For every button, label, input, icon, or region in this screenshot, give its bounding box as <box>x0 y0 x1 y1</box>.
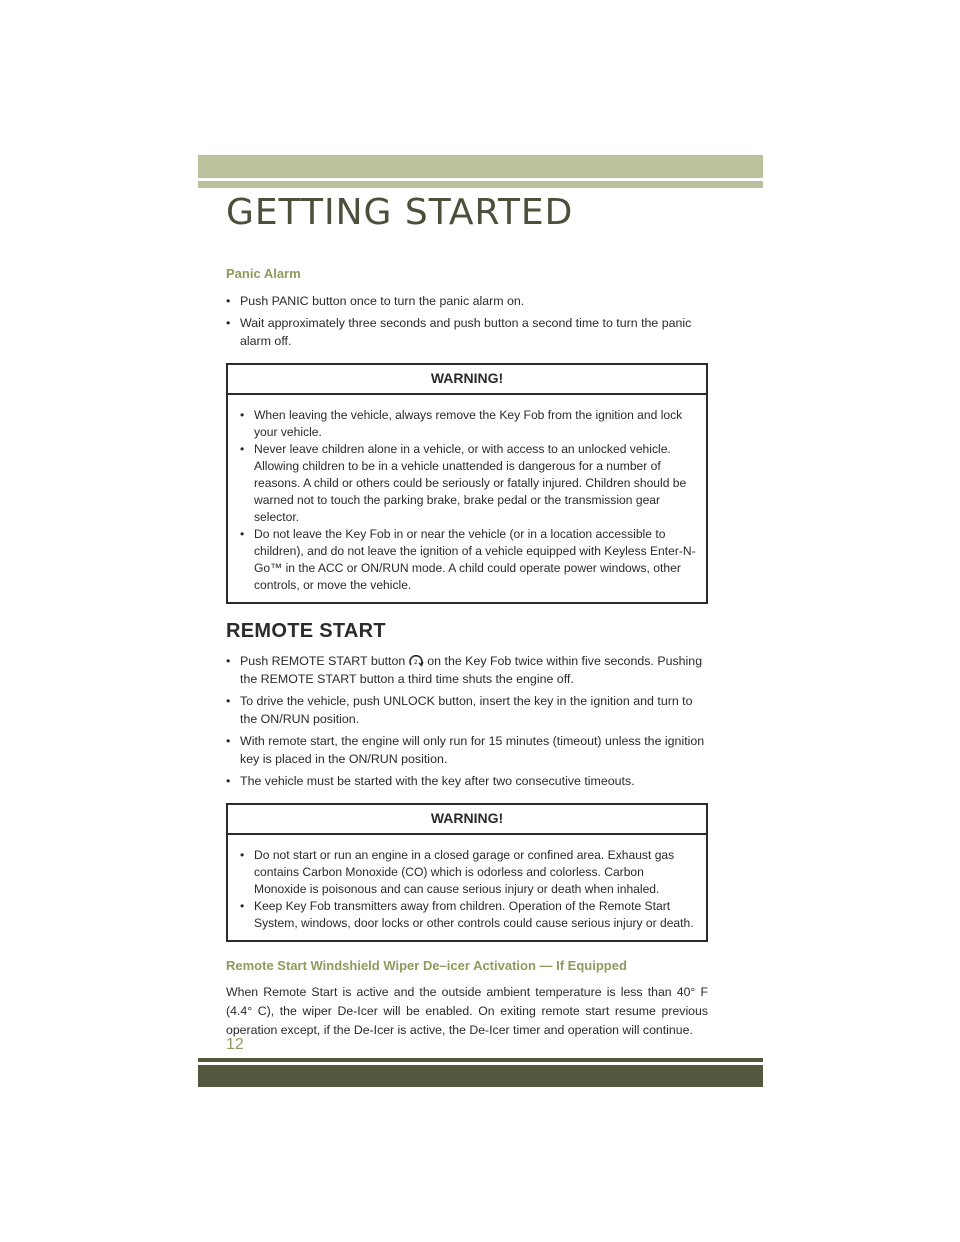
list-item: • Do not start or run an engine in a closed garage or confined area. Exhaust gas contains Carbon Monoxide (CO) which is odorless and colorless. Carbon Monoxide is poisonous and can cause serious injury or death when inhaled. <box>240 847 698 898</box>
remote-start-list <box>226 652 708 790</box>
list-item: • Keep Key Fob transmitters away from children. Operation of the Remote Start System, windows, door locks or other controls could cause serious injury or death. <box>240 898 698 932</box>
footer-rule <box>198 1058 763 1062</box>
list-item <box>226 652 708 688</box>
list-item: • When leaving the vehicle, always remove the Key Fob from the ignition and lock your vehicle. <box>240 407 698 441</box>
warning-title: WARNING! <box>228 365 706 395</box>
list-item: • Wait approximately three seconds and push button a second time to turn the panic alarm off. <box>226 314 708 350</box>
deicer-paragraph: When Remote Start is active and the outside ambient temperature is less than 40° F (4.4° C), the wiper De-Icer will be enabled. On exiting remote start resume previous operation except, if the De-Icer is active, the De-Icer timer and operation will continue. <box>226 985 708 1037</box>
warning-box <box>226 803 708 942</box>
panic-alarm-heading: Panic Alarm <box>226 266 301 281</box>
page-title: GETTING STARTED <box>226 192 574 233</box>
svg-text:2: 2 <box>414 658 419 666</box>
warning-list <box>228 395 706 602</box>
list-item: • Push PANIC button once to turn the panic alarm on. <box>226 292 708 310</box>
deicer-heading: Remote Start Windshield Wiper De–icer Activation — If Equipped <box>226 958 627 973</box>
list-item: • With remote start, the engine will only run for 15 minutes (timeout) unless the ignition key is placed in the ON/RUN position. <box>226 732 708 768</box>
header-rule <box>198 181 763 188</box>
panic-alarm-list <box>226 292 708 350</box>
bullet-text: on the Key Fob twice within five seconds. Pushing the REMOTE START button a third time shuts the engine off. <box>240 654 703 686</box>
list-item: • Do not leave the Key Fob in or near the vehicle (or in a location accessible to children), and do not leave the ignition of a vehicle equipped with Keyless Enter-N-Go™ in the ACC or ON/RUN mode. A child could operate power windows, other controls, or move the vehicle. <box>240 526 698 594</box>
bullet-text: Push REMOTE START button <box>240 654 406 668</box>
warning-title: WARNING! <box>228 805 706 835</box>
header-band <box>198 155 763 178</box>
warning-list <box>228 835 706 940</box>
list-item: • To drive the vehicle, push UNLOCK button, insert the key in the ignition and turn to the ON/RUN position. <box>226 692 708 728</box>
page-content <box>226 266 708 1040</box>
warning-box <box>226 363 708 604</box>
footer-band <box>198 1065 763 1087</box>
remote-start-icon <box>407 655 425 669</box>
remote-start-heading: REMOTE START <box>226 620 386 642</box>
page-number: 12 <box>226 1036 244 1053</box>
list-item: • Never leave children alone in a vehicle, or with access to an unlocked vehicle. Allowing children to be in a vehicle unattended is dangerous for a number of reasons. A child or others could be seriously or fatally injured. Children should be warned not to touch the parking brake, brake pedal or the transmission gear selector. <box>240 441 698 526</box>
list-item: • The vehicle must be started with the key after two consecutive timeouts. <box>226 772 708 790</box>
